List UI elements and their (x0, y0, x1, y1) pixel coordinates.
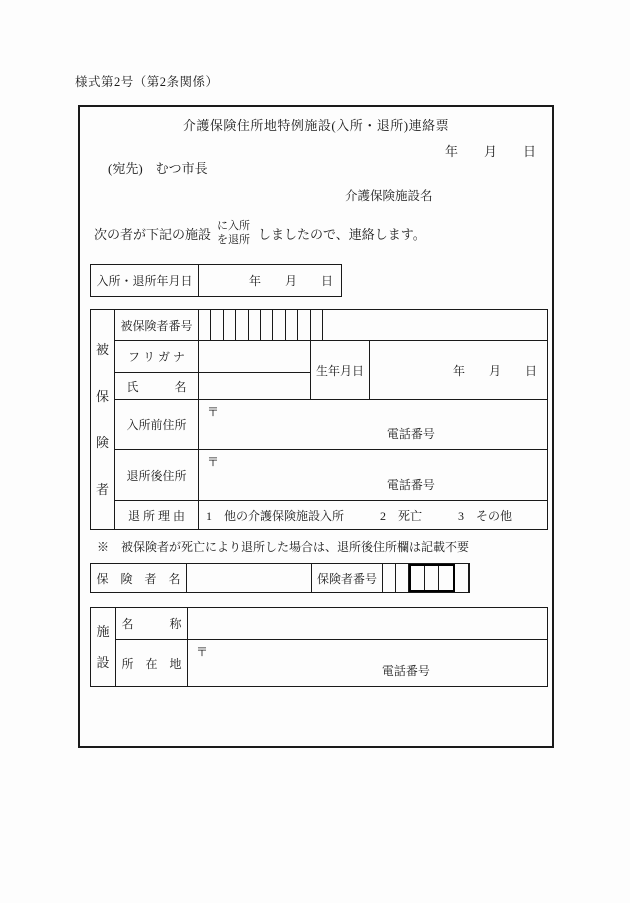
insurer-number-digit-boxes (383, 564, 469, 592)
insurer-name-label: 保 険 者 名 (91, 564, 187, 592)
insured-number-spacer (323, 310, 547, 340)
insurer-name-field[interactable] (187, 564, 312, 592)
digit-cell[interactable] (298, 310, 310, 340)
insurer-digits-boxed (409, 564, 455, 592)
intro-suffix: しましたので、連絡します。 (258, 227, 426, 243)
intro-sentence (94, 220, 426, 248)
digit-cell[interactable] (396, 564, 409, 592)
insured-number-digit-boxes (199, 310, 323, 340)
digit-cell[interactable] (425, 566, 439, 590)
form-title: 介護保険住所地特例施設(入所・退所)連絡票 (182, 118, 450, 133)
admission-date-field[interactable]: 年 月 日 (248, 274, 333, 288)
insured-number-row (115, 310, 547, 341)
postal-mark: 〒 (207, 405, 220, 419)
facility-location-row (116, 640, 547, 686)
digit-cell[interactable] (411, 566, 425, 590)
facility-name-signature-field[interactable]: 介護保険施設名 (345, 189, 433, 203)
insurer-digits-after (455, 564, 469, 592)
vertical-char: 被 (95, 342, 109, 358)
admission-discharge-options (217, 220, 250, 248)
vertical-char: 険 (95, 435, 109, 451)
digit-cell[interactable] (286, 310, 298, 340)
address-after-label: 退所後住所 (115, 450, 199, 500)
address-after-row (115, 450, 547, 501)
vertical-char: 保 (95, 388, 109, 404)
insurer-digits-before (383, 564, 409, 592)
birthdate-field[interactable]: 年 月 日 (452, 363, 537, 378)
digit-cell[interactable] (383, 564, 396, 592)
death-note: ※ 被保険者が死亡により退所した場合は、退所後住所欄は記載不要 (97, 540, 470, 554)
insurer-number-label: 保険者番号 (312, 564, 383, 592)
postal-mark: 〒 (196, 645, 209, 659)
digit-cell[interactable] (249, 310, 261, 340)
discharge-reason-row (115, 501, 547, 529)
vertical-char: 設 (96, 654, 110, 670)
option-discharge: を退所 (217, 233, 251, 246)
facility-location-field[interactable] (188, 640, 547, 686)
birthdate-label: 生年月日 (311, 341, 370, 399)
digit-cell[interactable] (261, 310, 273, 340)
vertical-char: 施 (96, 624, 110, 640)
form-number-label: 様式第2号（第2条関係） (75, 75, 219, 89)
form-outer-box (78, 105, 554, 748)
insured-number-label: 被保険者番号 (115, 310, 199, 340)
intro-prefix: 次の者が下記の施設 (94, 227, 212, 243)
digit-cell[interactable] (224, 310, 236, 340)
digit-cell[interactable] (439, 566, 453, 590)
digit-cell[interactable] (236, 310, 248, 340)
postal-mark: 〒 (207, 455, 220, 469)
digit-cell[interactable] (455, 564, 469, 592)
phone-number-label: 電話番号 (381, 664, 430, 678)
discharge-reason-label: 退 所 理 由 (115, 501, 199, 529)
address-after-field[interactable] (199, 450, 547, 500)
address-before-label: 入所前住所 (115, 400, 199, 449)
admission-date-label: 入所・退所年月日 (91, 265, 199, 296)
digit-cell[interactable] (273, 310, 285, 340)
facility-name-field[interactable] (188, 608, 547, 639)
facility-location-label: 所 在 地 (116, 640, 188, 686)
name-birthdate-row (115, 341, 547, 400)
vertical-char: 者 (95, 481, 109, 497)
furigana-label: フ リ ガ ナ (115, 341, 198, 373)
facility-name-label: 名 称 (116, 608, 188, 639)
facility-name-row (116, 608, 547, 640)
phone-number-label: 電話番号 (386, 478, 435, 492)
name-label: 氏 名 (126, 379, 187, 394)
address-before-row (115, 400, 547, 450)
addressee-label: (宛先) むつ市長 (108, 161, 208, 176)
digit-cell[interactable] (211, 310, 223, 340)
facility-side-label (91, 608, 116, 686)
digit-cell[interactable] (199, 310, 211, 340)
insured-side-label (91, 310, 115, 529)
phone-number-label: 電話番号 (386, 427, 435, 441)
header-date-field[interactable]: 年 月 日 (444, 144, 536, 159)
name-field[interactable] (199, 373, 310, 399)
facility-table (90, 607, 548, 687)
discharge-reason-options[interactable]: 1 他の介護保険施設入所 2 死亡 3 その他 (206, 508, 513, 523)
insurer-table (90, 563, 470, 593)
admission-date-table (90, 264, 342, 297)
insured-person-table (90, 309, 548, 530)
furigana-field[interactable] (199, 341, 310, 373)
option-admission: に入所 (217, 220, 251, 232)
address-before-field[interactable] (199, 400, 547, 449)
digit-cell[interactable] (311, 310, 323, 340)
